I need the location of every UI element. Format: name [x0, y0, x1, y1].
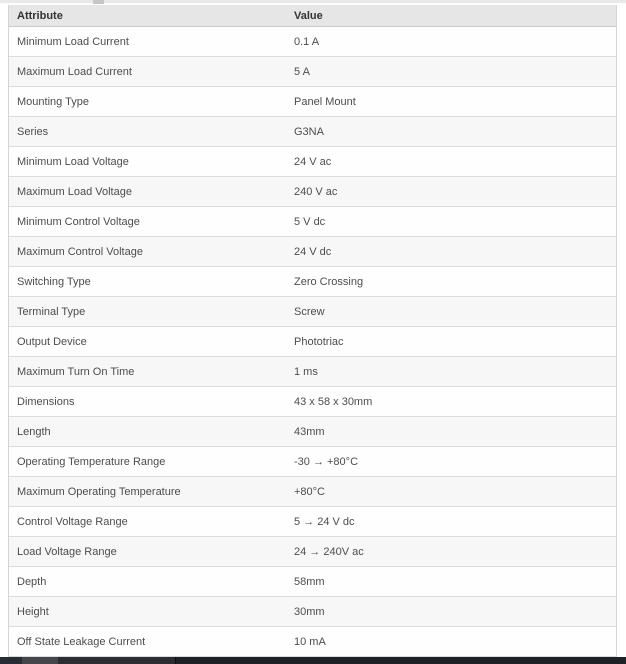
attribute-cell: Load Voltage Range [17, 545, 117, 558]
attribute-cell: Maximum Control Voltage [17, 245, 143, 258]
table-row [9, 417, 616, 447]
attribute-cell: Maximum Load Current [17, 65, 132, 78]
table-header-row [9, 5, 616, 27]
value-cell: 24 V ac [294, 155, 332, 168]
bottom-dark-bar [0, 657, 626, 664]
table-row [9, 297, 616, 327]
value-cell: -30 → +80°C [294, 455, 359, 468]
attribute-cell: Off State Leakage Current [17, 635, 146, 648]
attribute-cell: Minimum Control Voltage [17, 215, 140, 228]
bottom-bar-segment [0, 657, 22, 664]
bottom-bar-segment [58, 657, 176, 664]
attribute-cell: Terminal Type [17, 305, 86, 318]
table-row [9, 117, 616, 147]
value-cell: 5 A [294, 65, 310, 78]
value-cell: Screw [294, 305, 325, 318]
value-cell: 58mm [294, 575, 325, 588]
value-cell: 24 V dc [294, 245, 332, 258]
table-row [9, 177, 616, 207]
value-cell: Phototriac [294, 335, 344, 348]
attribute-cell: Maximum Turn On Time [17, 365, 135, 378]
attribute-cell: Maximum Operating Temperature [17, 485, 181, 498]
table-row [9, 207, 616, 237]
attribute-cell: Output Device [17, 335, 87, 348]
attribute-cell: Operating Temperature Range [17, 455, 166, 468]
table-row [9, 537, 616, 567]
table-row [9, 87, 616, 117]
value-cell: 5 → 24 V dc [294, 515, 355, 528]
value-cell: G3NA [294, 125, 324, 138]
attribute-cell: Series [17, 125, 49, 138]
table-row [9, 357, 616, 387]
column-header-value: Value [294, 9, 323, 22]
table-row [9, 477, 616, 507]
top-strip-accent [93, 0, 104, 4]
value-cell: 10 mA [294, 635, 326, 648]
value-cell: 24 → 240V ac [294, 545, 364, 558]
table-row [9, 567, 616, 597]
attribute-cell: Maximum Load Voltage [17, 185, 132, 198]
top-strip [0, 0, 626, 4]
value-cell: 30mm [294, 605, 325, 618]
attribute-value-table [8, 5, 617, 657]
attribute-cell: Depth [17, 575, 47, 588]
value-cell: 0.1 A [294, 35, 320, 48]
table-row [9, 507, 616, 537]
attribute-cell: Control Voltage Range [17, 515, 128, 528]
attribute-cell: Length [17, 425, 51, 438]
table-row [9, 447, 616, 477]
value-cell: 5 V dc [294, 215, 326, 228]
table-row [9, 387, 616, 417]
table-row [9, 597, 616, 627]
column-header-attribute: Attribute [17, 9, 63, 22]
value-cell: 43 x 58 x 30mm [294, 395, 373, 408]
table-row [9, 57, 616, 87]
table-rows [9, 27, 616, 657]
value-cell: Zero Crossing [294, 275, 364, 288]
attribute-cell: Mounting Type [17, 95, 89, 108]
bottom-bar-segment [22, 657, 58, 664]
value-cell: Panel Mount [294, 95, 356, 108]
table-row [9, 237, 616, 267]
table-row [9, 327, 616, 357]
attribute-cell: Minimum Load Current [17, 35, 129, 48]
value-cell: 43mm [294, 425, 325, 438]
attribute-cell: Height [17, 605, 49, 618]
attribute-cell: Switching Type [17, 275, 91, 288]
attribute-cell: Dimensions [17, 395, 75, 408]
table-row [9, 27, 616, 57]
value-cell: 1 ms [294, 365, 318, 378]
table-row [9, 267, 616, 297]
value-cell: +80°C [294, 485, 326, 498]
table-row [9, 627, 616, 657]
table-row [9, 147, 616, 177]
value-cell: 240 V ac [294, 185, 338, 198]
attribute-cell: Minimum Load Voltage [17, 155, 129, 168]
